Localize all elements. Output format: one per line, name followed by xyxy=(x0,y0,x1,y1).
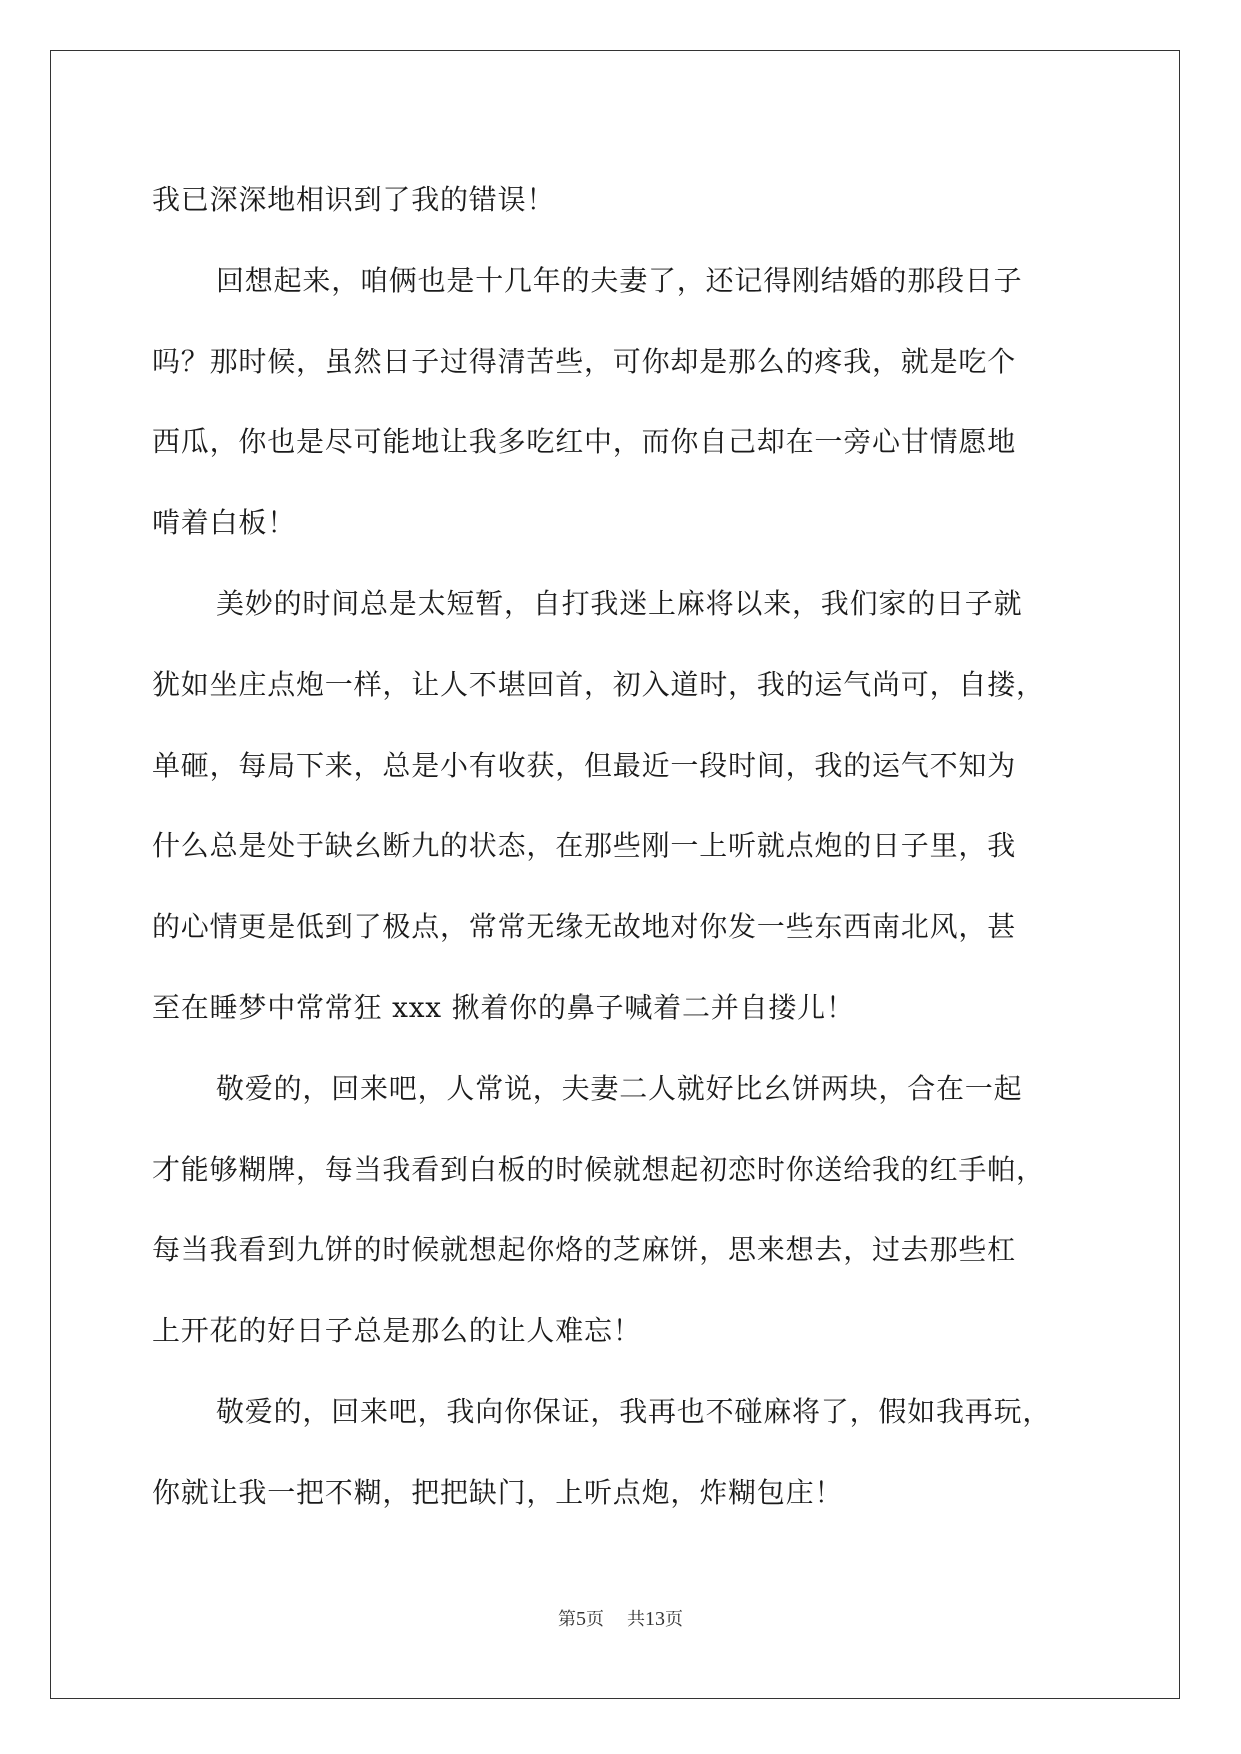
total-label-prefix: 共 xyxy=(626,1609,645,1630)
text-line: 单砸，每局下来，总是小有收获，但最近一段时间，我的运气不知为 xyxy=(152,748,1017,782)
page-footer xyxy=(0,1607,1241,1632)
text-line: 美妙的时间总是太短暂，自打我迷上麻将以来，我们家的日子就 xyxy=(216,586,1023,620)
text-line: 西瓜，你也是尽可能地让我多吃红中，而你自己却在一旁心甘情愿地 xyxy=(152,425,1017,459)
text-line: 啃着白板！ xyxy=(152,506,297,540)
text-line: 每当我看到九饼的时候就想起你烙的芝麻饼，思来想去，过去那些杠 xyxy=(152,1233,1017,1267)
text-line: 什么总是处于缺幺断九的状态，在那些刚一上听就点炮的日子里，我 xyxy=(152,829,1017,863)
text-line: 的心情更是低到了极点，常常无缘无故地对你发一些东西南北风，甚 xyxy=(152,910,1017,944)
text-line: 才能够糊牌，每当我看到白板的时候就想起初恋时你送给我的红手帕， xyxy=(152,1152,1045,1186)
text-line: 回想起来，咱俩也是十几年的夫妻了，还记得刚结婚的那段日子 xyxy=(216,263,1023,297)
document-body xyxy=(152,160,1087,1534)
total-pages: 13 xyxy=(644,1608,665,1630)
text-line: 敬爱的，回来吧，我向你保证，我再也不碰麻将了，假如我再玩， xyxy=(216,1394,1052,1428)
text-line: 上开花的好日子总是那么的让人难忘！ xyxy=(152,1314,642,1348)
text-line: 犹如坐庄点炮一样，让人不堪回首，初入道时，我的运气尚可，自搂， xyxy=(152,667,1045,701)
page-label-prefix: 第 xyxy=(558,1609,577,1630)
page-label-suffix: 页 xyxy=(586,1609,605,1630)
text-line: 你就让我一把不糊，把把缺门，上听点炮，炸糊包庄！ xyxy=(152,1475,844,1509)
text-line: 至在睡梦中常常狂 xxx 揪着你的鼻子喊着二并自搂儿！ xyxy=(152,990,855,1024)
text-line: 我已深深地相识到了我的错误！ xyxy=(152,183,556,216)
total-label-suffix: 页 xyxy=(664,1609,683,1630)
page-number: 5 xyxy=(576,1608,587,1630)
text-line: 吗？那时候，虽然日子过得清苦些，可你却是那么的疼我，就是吃个 xyxy=(152,344,1017,378)
text-line: 敬爱的，回来吧，人常说，夫妻二人就好比幺饼两块，合在一起 xyxy=(216,1071,1023,1105)
